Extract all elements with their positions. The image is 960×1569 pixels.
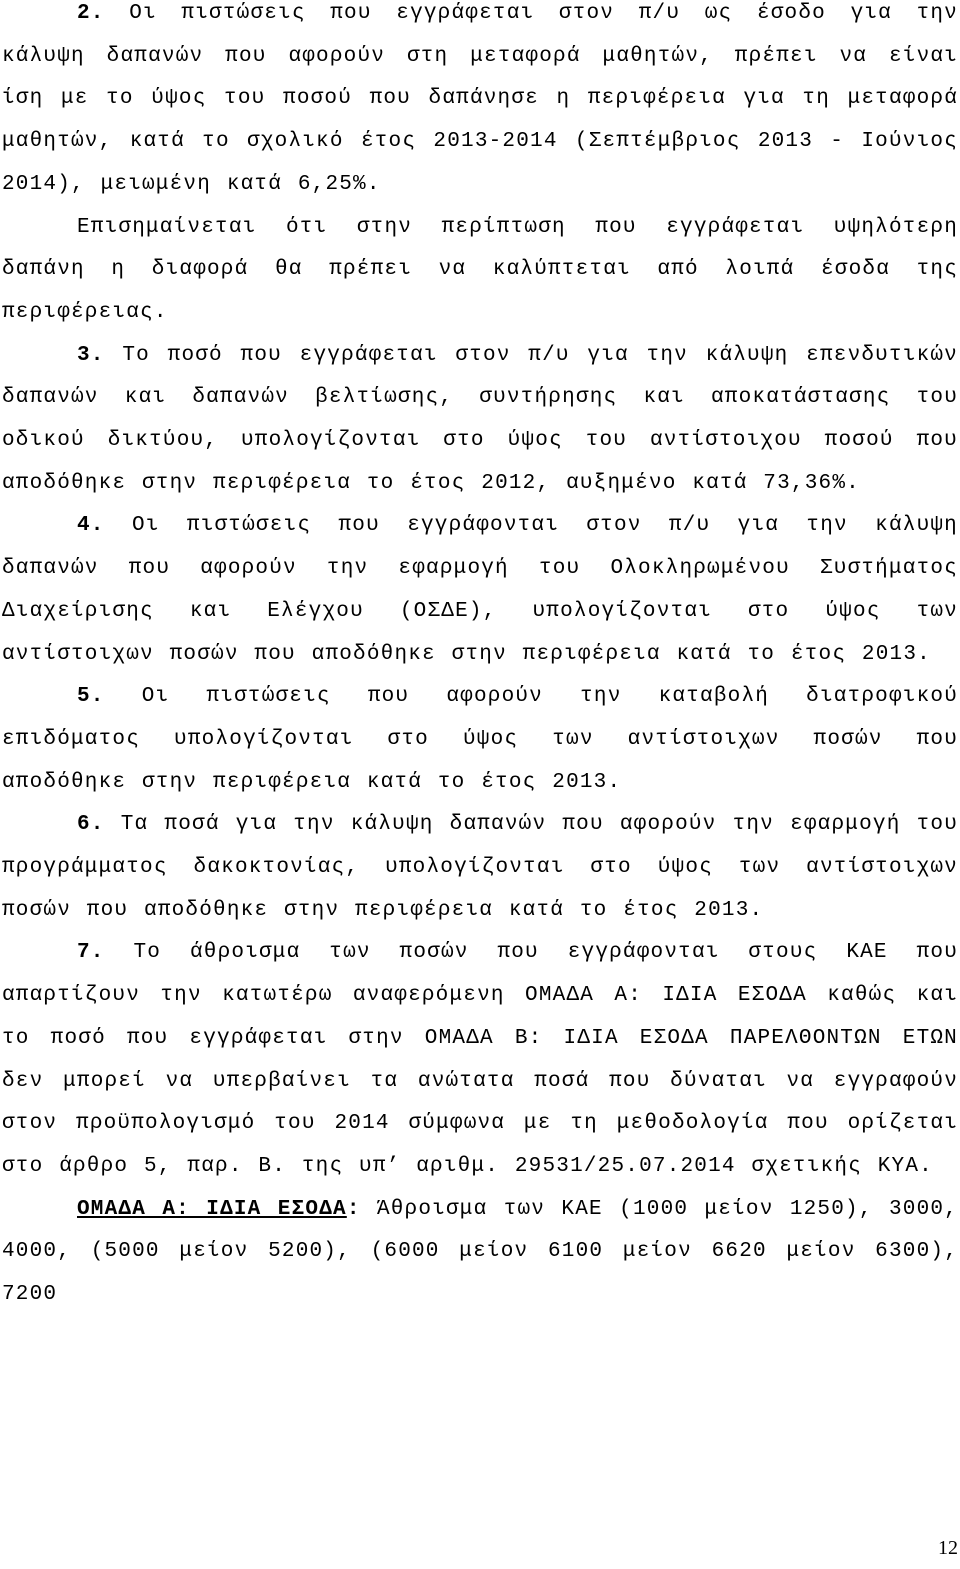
item-number: 5.: [77, 685, 105, 709]
group-a-colon: :: [346, 1197, 361, 1221]
paragraph-text: Το ποσό που εγγράφεται στον π/υ για την κάλυψη επενδυτικών δαπανών και δαπανών βελτίωσης, συντήρησης και αποκατάστασης του οδικού δικτύου, υπολογίζονται στο ύψος του αντίστοιχου ποσού που αποδόθηκε στην περιφέρεια το έτος 2012, αυξημένο κατά 73,36%.: [2, 343, 958, 495]
paragraph-7: [2, 932, 958, 1188]
paragraph-text: Οι πιστώσεις που εγγράφεται στον π/υ ως έσοδο για την κάλυψη δαπανών που αφορούν στη μεταφορά μαθητών, πρέπει να είναι ίση με το ύψος του ποσού που δαπάνησε η περιφέρεια για τη μεταφορά μαθητών, κατά το σχολικό έτος 2013-2014 (Σεπτέμβριος 2013 - Ιούνιος 2014), μειωμένη κατά 6,25%.: [2, 2, 958, 196]
paragraph-2: [2, 0, 958, 207]
group-a-text: Άθροισμα των ΚΑΕ (1000 μείον 1250), 3000, 4000, (5000 μείον 5200), (6000 μείον 6100 μείον 6620 μείον 6300), 7200: [2, 1197, 958, 1307]
paragraph-6: [2, 804, 958, 932]
item-number: 7.: [77, 941, 105, 965]
paragraph-text: Το άθροισμα των ποσών που εγγράφονται στους ΚΑΕ που απαρτίζουν την κατωτέρω αναφερόμενη ΟΜΑΔΑ Α: ΙΔΙΑ ΕΣΟΔΑ καθώς και το ποσό που εγγράφεται στην ΟΜΑΔΑ Β: ΙΔΙΑ ΕΣΟΔΑ ΠΑΡΕΛΘΟΝΤΩΝ ΕΤΩΝ δεν μπορεί να υπερβαίνει τα ανώτατα ποσά που δύναται να εγγραφούν στον προϋπολογισμό του 2014 σύμφωνα με τη μεθοδολογία που ορίζεται στο άρθρο 5, παρ. Β. της υπ’ αριθμ. 29531/25.07.2014 σχετικής ΚΥΑ.: [2, 941, 959, 1178]
paragraph-4: [2, 505, 958, 676]
group-a-heading: ΟΜΑΔΑ Α: ΙΔΙΑ ΕΣΟΔΑ: [77, 1197, 347, 1221]
paragraph-text: Επισημαίνεται ότι στην περίπτωση που εγγράφεται υψηλότερη δαπάνη η διαφορά θα πρέπει να καλύπτεται από λοιπά έσοδα της περιφέρειας.: [2, 215, 958, 324]
paragraph-text: Οι πιστώσεις που αφορούν την καταβολή διατροφικού επιδόματος υπολογίζονται στο ύψος των αντίστοιχων ποσών που αποδόθηκε στην περιφέρεια κατά το έτος 2013.: [2, 685, 958, 794]
document-body: [2, 0, 958, 1317]
item-number: 4.: [77, 514, 105, 538]
item-number: 6.: [77, 813, 105, 837]
paragraph-3: [2, 335, 958, 506]
paragraph-5: [2, 676, 958, 804]
item-number: 3.: [77, 343, 105, 367]
group-a-paragraph: [2, 1189, 958, 1317]
item-number: 2.: [77, 2, 105, 25]
page-number: 12: [938, 1537, 958, 1559]
paragraph-text: Οι πιστώσεις που εγγράφονται στον π/υ για την κάλυψη δαπανών που αφορούν την εφαρμογή του Ολοκληρωμένου Συστήματος Διαχείρισης και Ελέγχου (ΟΣΔΕ), υπολογίζονται στο ύψος των αντίστοιχων ποσών που αποδόθηκε στην περιφέρεια κατά το έτος 2013.: [2, 514, 958, 666]
paragraph-text: Τα ποσά για την κάλυψη δαπανών που αφορούν την εφαρμογή του προγράμματος δακοκτονίας, υπολογίζονται στο ύψος των αντίστοιχων ποσών που αποδόθηκε στην περιφέρεια κατά το έτος 2013.: [2, 813, 958, 922]
paragraph-note: [2, 207, 958, 335]
